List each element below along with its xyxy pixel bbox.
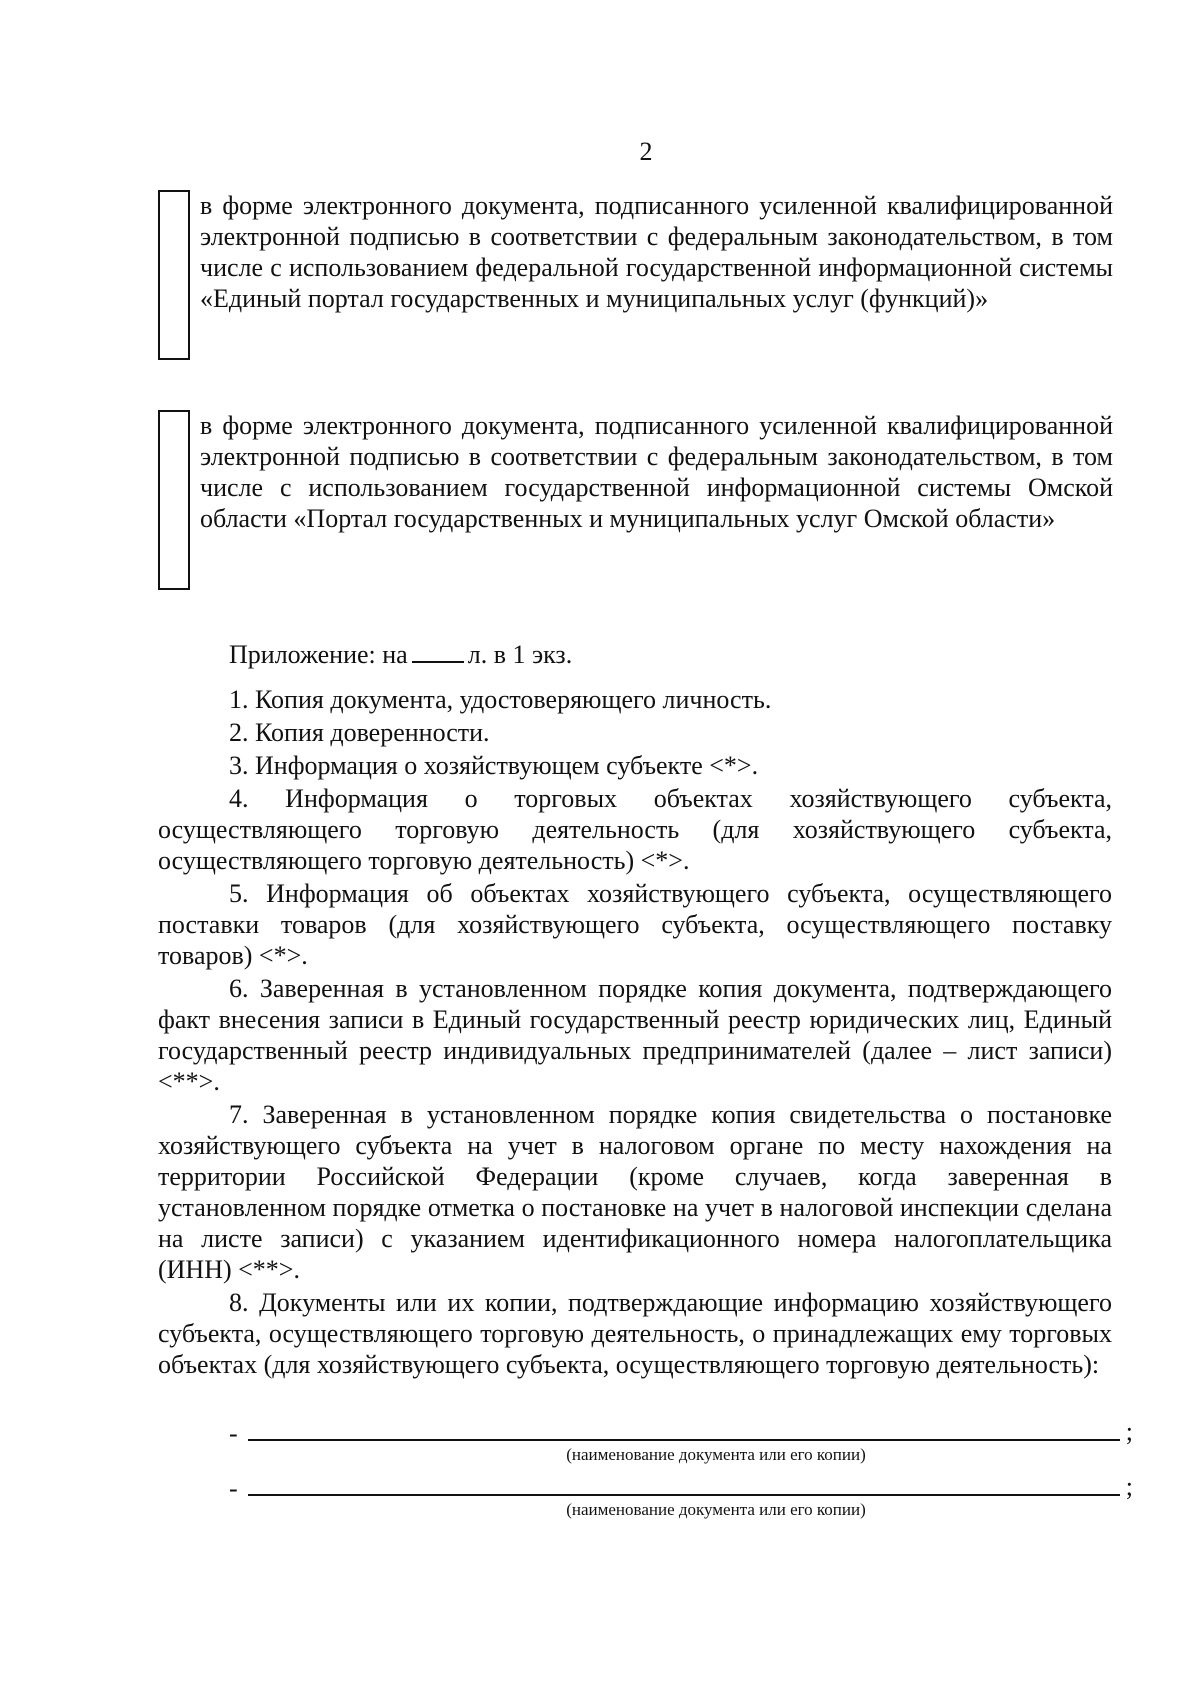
attachment-line [229, 637, 572, 671]
list-item: 6. Заверенная в установленном порядке копия документа, подтверждающего факт внесения записи в Единый государственный реестр юридических лиц, Единый государственный реестр индивидуальных предпринимателей (далее – лист записи) <**>. [158, 974, 1112, 1096]
list-item: 4. Информация о торговых объектах хозяйствующего субъекта, осуществляющего торговую деятельность (для хозяйствующего субъекта, осуществляющего торговую деятельность) <*>. [158, 784, 1112, 875]
attachment-list [158, 684, 1112, 1382]
option-text-omsk-portal: в форме электронного документа, подписанного усиленной квалифицированной электронной подписью в соответствии с федеральным законодательством, в том числе с использованием государственной информационной системы Омской области «Портал государственных и муниципальных услуг Омской области» [200, 411, 1113, 533]
attachment-prefix: Приложение: на [229, 640, 408, 669]
line-caption: (наименование документа или его копии) [566, 1445, 866, 1464]
submission-option-omsk-portal [158, 410, 1113, 590]
sheet-count-blank[interactable] [412, 637, 464, 663]
attachment-suffix: л. в 1 экз. [467, 640, 573, 669]
line-dash: - [229, 1474, 238, 1503]
line-end: ; [1125, 1472, 1133, 1501]
document-name-input-line[interactable] [248, 1439, 1120, 1441]
line-caption: (наименование документа или его копии) [566, 1500, 866, 1519]
list-item: 1. Копия документа, удостоверяющего личность. [229, 685, 772, 714]
option-checkbox-federal-portal[interactable] [158, 190, 190, 360]
document-name-input-line[interactable] [248, 1494, 1120, 1496]
option-checkbox-omsk-portal[interactable] [158, 410, 190, 590]
list-item: 3. Информация о хозяйствующем субъекте <*>. [229, 751, 759, 780]
list-item: 2. Копия доверенности. [229, 718, 490, 747]
submission-option-federal-portal [158, 190, 1113, 360]
list-item: 8. Документы или их копии, подтверждающие информацию хозяйствующего субъекта, осуществляющего торговую деятельность, о принадлежащих ему торговых объектах (для хозяйствующего субъекта, осуществляющего торговую деятельность): [158, 1288, 1112, 1379]
list-item: 7. Заверенная в установленном порядке копия свидетельства о постановке хозяйствующего субъекта на учет в налоговом органе по месту нахождения на территории Российской Федерации (кроме случаев, когда заверенная в установленном порядке отметка о постановке на учет в налоговой инспекции сделана на листе записи) с указанием идентификационного номера налогоплательщика (ИНН) <**>. [158, 1100, 1112, 1284]
list-item: 5. Информация об объектах хозяйствующего субъекта, осуществляющего поставки товаров (для хозяйствующего субъекта, осуществляющего поставку товаров) <*>. [158, 879, 1112, 970]
line-dash: - [229, 1419, 238, 1448]
option-text-federal-portal: в форме электронного документа, подписанного усиленной квалифицированной электронной подписью в соответствии с федеральным законодательством, в том числе с использованием федеральной государственной информационной системы «Единый портал государственных и муниципальных услуг (функций)» [200, 191, 1113, 313]
page-number: 2 [639, 137, 653, 166]
line-end: ; [1125, 1417, 1133, 1446]
